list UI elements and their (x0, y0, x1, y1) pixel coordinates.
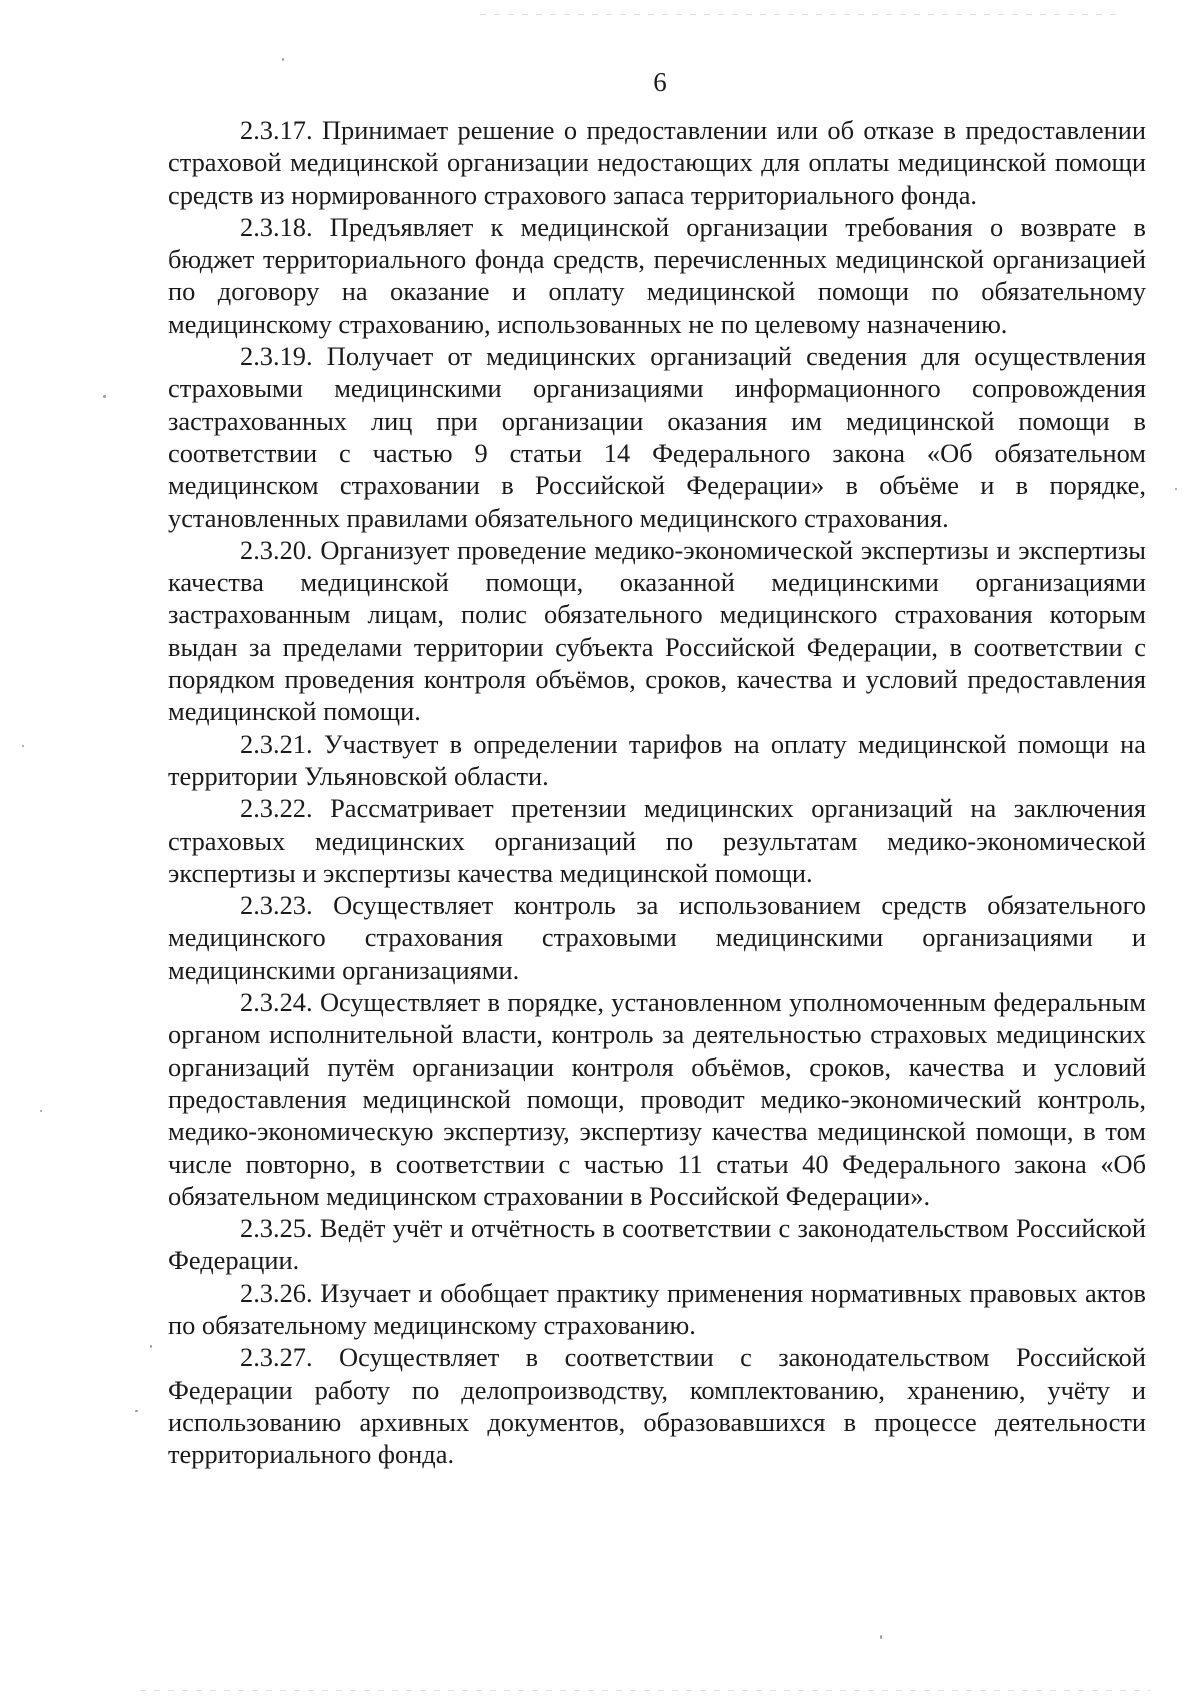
paragraph-2-3-21: 2.3.21. Участвует в определении тарифов на оплату медицинской помощи на территории Ульяновской области. (168, 728, 1146, 791)
paragraph-2-3-22: 2.3.22. Рассматривает претензии медицинских организаций на заключения страховых медицинских организаций по результатам медико-экономической экспертизы и экспертизы качества медицинской помощи. (168, 793, 1146, 888)
scan-speck (282, 58, 284, 61)
scan-speck (103, 395, 106, 398)
scan-speck (135, 1410, 138, 1412)
paragraph-2-3-17: 2.3.17. Принимает решение о предоставлении или об отказе в предоставлении страховой медицинской организации недостающих для оплаты медицинской помощи средств из нормированного страхового запаса территориального фонда. (168, 115, 1146, 210)
scan-speck (1175, 488, 1177, 490)
scan-speck (40, 1110, 42, 1112)
page-number: 6 (653, 67, 667, 97)
scan-speck (22, 745, 24, 747)
scan-speck (880, 1635, 882, 1639)
scan-speck (150, 1345, 152, 1348)
paragraph-2-3-18: 2.3.18. Предъявляет к медицинской организации требования о возврате в бюджет территориального фонда средств, перечисленных медицинской организацией по договору на оказание и оплату медицинской помощи по обязательному медицинскому страхованию, использованных не по целевому назначению. (168, 211, 1146, 339)
document-body (168, 114, 1146, 1470)
paragraph-2-3-19: 2.3.19. Получает от медицинских организаций сведения для осуществления страховыми медицинскими организациями информационного сопровождения застрахованных лиц при организации оказания им медицинской помощи в соответствии с частью 9 статьи 14 Федерального закона «Об обязательном медицинском страховании в Российской Федерации» в объёме и в порядке, установленных правилами обязательного медицинского страхования. (168, 341, 1146, 533)
paragraph-2-3-20: 2.3.20. Организует проведение медико-экономической экспертизы и экспертизы качества медицинской помощи, оказанной медицинскими организациями застрахованным лицам, полис обязательного медицинского страхования которым выдан за пределами территории субъекта Российской Федерации, в соответствии с порядком проведения контроля объёмов, сроков, качества и условий предоставления медицинской помощи. (168, 534, 1146, 727)
scan-artifact-top (480, 14, 1120, 15)
paragraph-2-3-24: 2.3.24. Осуществляет в порядке, установленном уполномоченным федеральным органом исполнительной власти, контроль за деятельностью страховых медицинских организаций путём организации контроля объёмов, сроков, качества и условий предоставления медицинской помощи, проводит медико-экономический контроль, медико-экономическую экспертизу, экспертизу качества медицинской помощи, в том числе повторно, в соответствии с частью 11 статьи 40 Федерального закона «Об обязательном медицинском страховании в Российской Федерации». (168, 987, 1146, 1211)
scan-artifact-bottom (140, 1690, 1150, 1691)
paragraph-2-3-23: 2.3.23. Осуществляет контроль за использованием средств обязательного медицинского страхования страховыми медицинскими организациями и медицинскими организациями. (168, 890, 1146, 985)
paragraph-2-3-25: 2.3.25. Ведёт учёт и отчётность в соответствии с законодательством Российской Федерации. (168, 1213, 1146, 1276)
paragraph-2-3-27: 2.3.27. Осуществляет в соответствии с законодательством Российской Федерации работу по делопроизводству, комплектованию, хранению, учёту и использованию архивных документов, образовавшихся в процессе деятельности территориального фонда. (168, 1342, 1146, 1470)
paragraph-2-3-26: 2.3.26. Изучает и обобщает практику применения нормативных правовых актов по обязательному медицинскому страхованию. (168, 1277, 1146, 1340)
